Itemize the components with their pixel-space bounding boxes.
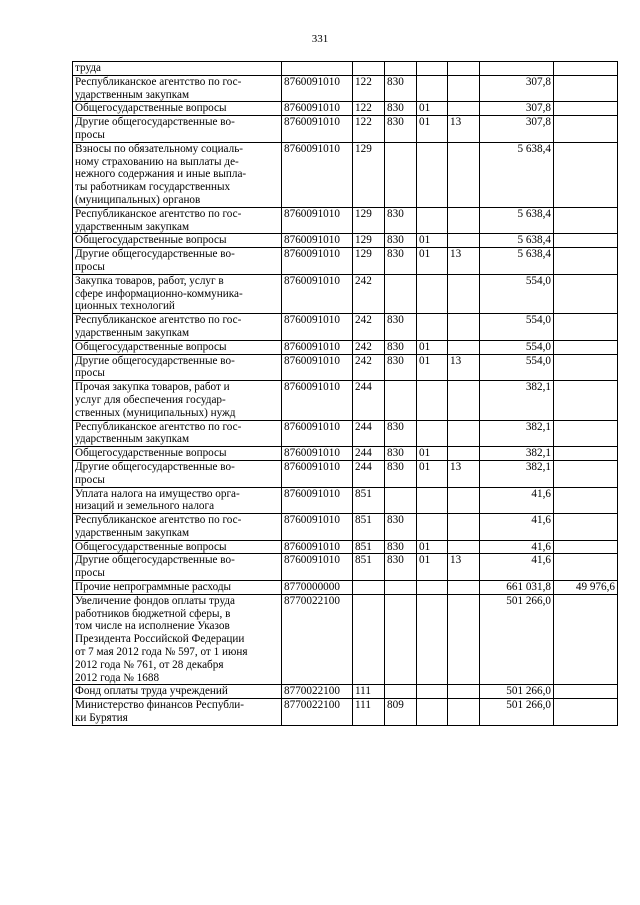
- table-row: [73, 248, 618, 275]
- table-row: [73, 314, 618, 341]
- row-administrator-cell: [385, 381, 417, 420]
- row-administrator-cell: 830: [385, 314, 417, 341]
- row-name-cell: Общегосударственные вопросы: [73, 540, 282, 554]
- row-amount-extra-cell: [554, 487, 618, 514]
- row-section-cell: [417, 314, 448, 341]
- row-target-article-cell: 8760091010: [282, 381, 353, 420]
- row-target-article-cell: 8760091010: [282, 554, 353, 581]
- row-amount-extra-cell: 49 976,6: [554, 581, 618, 595]
- row-target-article-cell: 8760091010: [282, 116, 353, 143]
- row-subsection-cell: [448, 234, 480, 248]
- row-section-cell: 01: [417, 102, 448, 116]
- row-expense-type-cell: [353, 62, 385, 76]
- row-name-cell: Другие общегосударственные во- просы: [73, 354, 282, 381]
- row-subsection-cell: [448, 381, 480, 420]
- row-target-article-cell: 8760091010: [282, 314, 353, 341]
- row-expense-type-cell: 244: [353, 381, 385, 420]
- row-expense-type-cell: 122: [353, 116, 385, 143]
- table-row: [73, 487, 618, 514]
- row-expense-type-cell: 242: [353, 354, 385, 381]
- table-row: [73, 447, 618, 461]
- row-expense-type-cell: 851: [353, 487, 385, 514]
- row-amount-cell: 382,1: [480, 447, 554, 461]
- table-row: [73, 102, 618, 116]
- row-subsection-cell: [448, 274, 480, 313]
- row-administrator-cell: 830: [385, 248, 417, 275]
- row-name-cell: Министерство финансов Республи- ки Бурятия: [73, 699, 282, 726]
- row-amount-extra-cell: [554, 207, 618, 234]
- row-administrator-cell: 830: [385, 234, 417, 248]
- row-section-cell: 01: [417, 248, 448, 275]
- row-amount-extra-cell: [554, 274, 618, 313]
- row-amount-extra-cell: [554, 354, 618, 381]
- row-amount-cell: 307,8: [480, 116, 554, 143]
- budget-table: [72, 61, 618, 726]
- row-section-cell: [417, 514, 448, 541]
- row-amount-cell: 307,8: [480, 102, 554, 116]
- row-section-cell: [417, 594, 448, 685]
- table-row: [73, 354, 618, 381]
- row-target-article-cell: 8760091010: [282, 234, 353, 248]
- row-amount-extra-cell: [554, 248, 618, 275]
- row-expense-type-cell: 129: [353, 142, 385, 207]
- row-section-cell: [417, 420, 448, 447]
- row-expense-type-cell: 111: [353, 685, 385, 699]
- row-administrator-cell: 830: [385, 354, 417, 381]
- row-section-cell: [417, 487, 448, 514]
- row-administrator-cell: 830: [385, 420, 417, 447]
- row-subsection-cell: 13: [448, 460, 480, 487]
- row-target-article-cell: 8760091010: [282, 514, 353, 541]
- row-name-cell: Другие общегосударственные во- просы: [73, 248, 282, 275]
- row-section-cell: 01: [417, 447, 448, 461]
- row-administrator-cell: 830: [385, 554, 417, 581]
- row-name-cell: Общегосударственные вопросы: [73, 447, 282, 461]
- row-amount-extra-cell: [554, 420, 618, 447]
- table-row: [73, 594, 618, 685]
- row-administrator-cell: [385, 274, 417, 313]
- table-row: [73, 581, 618, 595]
- row-section-cell: [417, 62, 448, 76]
- row-subsection-cell: 13: [448, 554, 480, 581]
- row-amount-extra-cell: [554, 75, 618, 102]
- row-amount-cell: 307,8: [480, 75, 554, 102]
- table-row: [73, 381, 618, 420]
- row-section-cell: 01: [417, 460, 448, 487]
- row-subsection-cell: [448, 314, 480, 341]
- row-section-cell: [417, 685, 448, 699]
- row-expense-type-cell: 242: [353, 340, 385, 354]
- row-amount-extra-cell: [554, 314, 618, 341]
- row-section-cell: [417, 581, 448, 595]
- row-name-cell: Другие общегосударственные во- просы: [73, 460, 282, 487]
- row-subsection-cell: [448, 420, 480, 447]
- row-administrator-cell: [385, 142, 417, 207]
- row-amount-extra-cell: [554, 514, 618, 541]
- row-subsection-cell: [448, 75, 480, 102]
- row-amount-cell: [480, 62, 554, 76]
- row-name-cell: Общегосударственные вопросы: [73, 234, 282, 248]
- row-amount-cell: 661 031,8: [480, 581, 554, 595]
- row-target-article-cell: 8770022100: [282, 594, 353, 685]
- row-amount-extra-cell: [554, 381, 618, 420]
- row-name-cell: Взносы по обязательному социаль- ному страхованию на выплаты де- нежного содержания и иные выпла- ты работникам государственных (муниципальных) органов: [73, 142, 282, 207]
- row-name-cell: Закупка товаров, работ, услуг в сфере информационно-коммуника- ционных технологий: [73, 274, 282, 313]
- row-amount-cell: 41,6: [480, 514, 554, 541]
- row-target-article-cell: 8760091010: [282, 207, 353, 234]
- table-row: [73, 75, 618, 102]
- row-amount-cell: 501 266,0: [480, 699, 554, 726]
- row-administrator-cell: [385, 685, 417, 699]
- row-amount-cell: 41,6: [480, 540, 554, 554]
- row-target-article-cell: 8760091010: [282, 420, 353, 447]
- row-name-cell: Республиканское агентство по гос- ударственным закупкам: [73, 207, 282, 234]
- row-section-cell: 01: [417, 116, 448, 143]
- row-amount-extra-cell: [554, 340, 618, 354]
- row-name-cell: Республиканское агентство по гос- ударственным закупкам: [73, 75, 282, 102]
- row-amount-extra-cell: [554, 142, 618, 207]
- row-target-article-cell: 8760091010: [282, 102, 353, 116]
- row-amount-extra-cell: [554, 62, 618, 76]
- row-amount-extra-cell: [554, 685, 618, 699]
- row-amount-cell: 554,0: [480, 274, 554, 313]
- row-amount-cell: 5 638,4: [480, 248, 554, 275]
- row-administrator-cell: 830: [385, 116, 417, 143]
- row-name-cell: Прочие непрограммные расходы: [73, 581, 282, 595]
- row-amount-cell: 554,0: [480, 314, 554, 341]
- row-amount-extra-cell: [554, 116, 618, 143]
- table-row: [73, 116, 618, 143]
- row-section-cell: [417, 75, 448, 102]
- row-expense-type-cell: 851: [353, 554, 385, 581]
- row-amount-extra-cell: [554, 102, 618, 116]
- table-row: [73, 554, 618, 581]
- row-amount-extra-cell: [554, 699, 618, 726]
- row-expense-type-cell: 244: [353, 460, 385, 487]
- table-row: [73, 514, 618, 541]
- row-administrator-cell: 830: [385, 460, 417, 487]
- row-target-article-cell: 8760091010: [282, 447, 353, 461]
- row-administrator-cell: 830: [385, 540, 417, 554]
- page-number: 331: [311, 33, 329, 45]
- row-name-cell: Уплата налога на имущество орга- низаций и земельного налога: [73, 487, 282, 514]
- row-section-cell: 01: [417, 354, 448, 381]
- row-subsection-cell: [448, 207, 480, 234]
- row-name-cell: Увеличение фондов оплаты труда работников бюджетной сферы, в том числе на исполнение Указов Президента Российской Федерации от 7 мая 2012 года № 597, от 1 июня 2012 года № 761, от 28 декабря 2012 года № 1688: [73, 594, 282, 685]
- row-expense-type-cell: 129: [353, 248, 385, 275]
- row-name-cell: Другие общегосударственные во- просы: [73, 554, 282, 581]
- row-amount-cell: 382,1: [480, 460, 554, 487]
- row-amount-extra-cell: [554, 540, 618, 554]
- row-administrator-cell: 830: [385, 514, 417, 541]
- row-section-cell: [417, 699, 448, 726]
- row-subsection-cell: [448, 581, 480, 595]
- row-section-cell: [417, 142, 448, 207]
- row-administrator-cell: 830: [385, 340, 417, 354]
- table-row: [73, 699, 618, 726]
- row-administrator-cell: 809: [385, 699, 417, 726]
- table-row: [73, 685, 618, 699]
- row-subsection-cell: [448, 487, 480, 514]
- row-amount-cell: 41,6: [480, 554, 554, 581]
- row-expense-type-cell: 851: [353, 514, 385, 541]
- row-name-cell: труда: [73, 62, 282, 76]
- row-administrator-cell: 830: [385, 447, 417, 461]
- row-subsection-cell: [448, 514, 480, 541]
- row-target-article-cell: 8760091010: [282, 540, 353, 554]
- row-section-cell: [417, 274, 448, 313]
- row-amount-cell: 382,1: [480, 420, 554, 447]
- row-section-cell: [417, 207, 448, 234]
- row-amount-cell: 554,0: [480, 340, 554, 354]
- row-expense-type-cell: 244: [353, 420, 385, 447]
- row-expense-type-cell: [353, 581, 385, 595]
- row-amount-extra-cell: [554, 554, 618, 581]
- row-subsection-cell: [448, 447, 480, 461]
- row-target-article-cell: [282, 62, 353, 76]
- row-expense-type-cell: 129: [353, 207, 385, 234]
- row-expense-type-cell: 242: [353, 314, 385, 341]
- row-section-cell: 01: [417, 554, 448, 581]
- row-expense-type-cell: 111: [353, 699, 385, 726]
- table-row: [73, 274, 618, 313]
- row-target-article-cell: 8760091010: [282, 142, 353, 207]
- row-administrator-cell: 830: [385, 207, 417, 234]
- budget-table-body: [73, 62, 618, 726]
- row-expense-type-cell: 244: [353, 447, 385, 461]
- table-row: [73, 234, 618, 248]
- row-amount-cell: 5 638,4: [480, 207, 554, 234]
- row-subsection-cell: [448, 540, 480, 554]
- row-section-cell: 01: [417, 540, 448, 554]
- row-amount-cell: 5 638,4: [480, 234, 554, 248]
- row-target-article-cell: 8770022100: [282, 699, 353, 726]
- row-amount-cell: 41,6: [480, 487, 554, 514]
- row-target-article-cell: 8760091010: [282, 274, 353, 313]
- row-target-article-cell: 8760091010: [282, 75, 353, 102]
- row-name-cell: Республиканское агентство по гос- ударственным закупкам: [73, 514, 282, 541]
- row-name-cell: Прочая закупка товаров, работ и услуг для обеспечения государ- ственных (муниципальных) нужд: [73, 381, 282, 420]
- row-administrator-cell: [385, 487, 417, 514]
- row-target-article-cell: 8760091010: [282, 460, 353, 487]
- row-expense-type-cell: 122: [353, 75, 385, 102]
- row-name-cell: Общегосударственные вопросы: [73, 340, 282, 354]
- row-subsection-cell: 13: [448, 116, 480, 143]
- row-amount-cell: 5 638,4: [480, 142, 554, 207]
- row-subsection-cell: [448, 102, 480, 116]
- table-row: [73, 340, 618, 354]
- row-expense-type-cell: 122: [353, 102, 385, 116]
- row-name-cell: Республиканское агентство по гос- ударственным закупкам: [73, 420, 282, 447]
- table-row: [73, 62, 618, 76]
- row-amount-cell: 554,0: [480, 354, 554, 381]
- row-expense-type-cell: 129: [353, 234, 385, 248]
- row-administrator-cell: [385, 62, 417, 76]
- table-row: [73, 142, 618, 207]
- row-section-cell: [417, 381, 448, 420]
- row-amount-extra-cell: [554, 594, 618, 685]
- row-administrator-cell: 830: [385, 102, 417, 116]
- row-target-article-cell: 8760091010: [282, 487, 353, 514]
- table-row: [73, 540, 618, 554]
- row-subsection-cell: [448, 594, 480, 685]
- row-administrator-cell: 830: [385, 75, 417, 102]
- row-subsection-cell: 13: [448, 354, 480, 381]
- row-name-cell: Фонд оплаты труда учреждений: [73, 685, 282, 699]
- row-subsection-cell: [448, 699, 480, 726]
- row-section-cell: 01: [417, 340, 448, 354]
- row-name-cell: Республиканское агентство по гос- ударственным закупкам: [73, 314, 282, 341]
- row-target-article-cell: 8770022100: [282, 685, 353, 699]
- row-subsection-cell: [448, 62, 480, 76]
- row-target-article-cell: 8760091010: [282, 354, 353, 381]
- row-expense-type-cell: 851: [353, 540, 385, 554]
- row-amount-extra-cell: [554, 447, 618, 461]
- row-amount-extra-cell: [554, 460, 618, 487]
- row-amount-extra-cell: [554, 234, 618, 248]
- row-amount-cell: 382,1: [480, 381, 554, 420]
- row-subsection-cell: [448, 142, 480, 207]
- row-expense-type-cell: [353, 594, 385, 685]
- row-section-cell: 01: [417, 234, 448, 248]
- row-target-article-cell: 8760091010: [282, 340, 353, 354]
- row-target-article-cell: 8770000000: [282, 581, 353, 595]
- row-expense-type-cell: 242: [353, 274, 385, 313]
- table-row: [73, 207, 618, 234]
- table-row: [73, 460, 618, 487]
- row-subsection-cell: [448, 685, 480, 699]
- row-amount-cell: 501 266,0: [480, 594, 554, 685]
- row-administrator-cell: [385, 594, 417, 685]
- row-name-cell: Общегосударственные вопросы: [73, 102, 282, 116]
- row-subsection-cell: 13: [448, 248, 480, 275]
- row-target-article-cell: 8760091010: [282, 248, 353, 275]
- row-subsection-cell: [448, 340, 480, 354]
- row-amount-cell: 501 266,0: [480, 685, 554, 699]
- row-administrator-cell: [385, 581, 417, 595]
- table-row: [73, 420, 618, 447]
- row-name-cell: Другие общегосударственные во- просы: [73, 116, 282, 143]
